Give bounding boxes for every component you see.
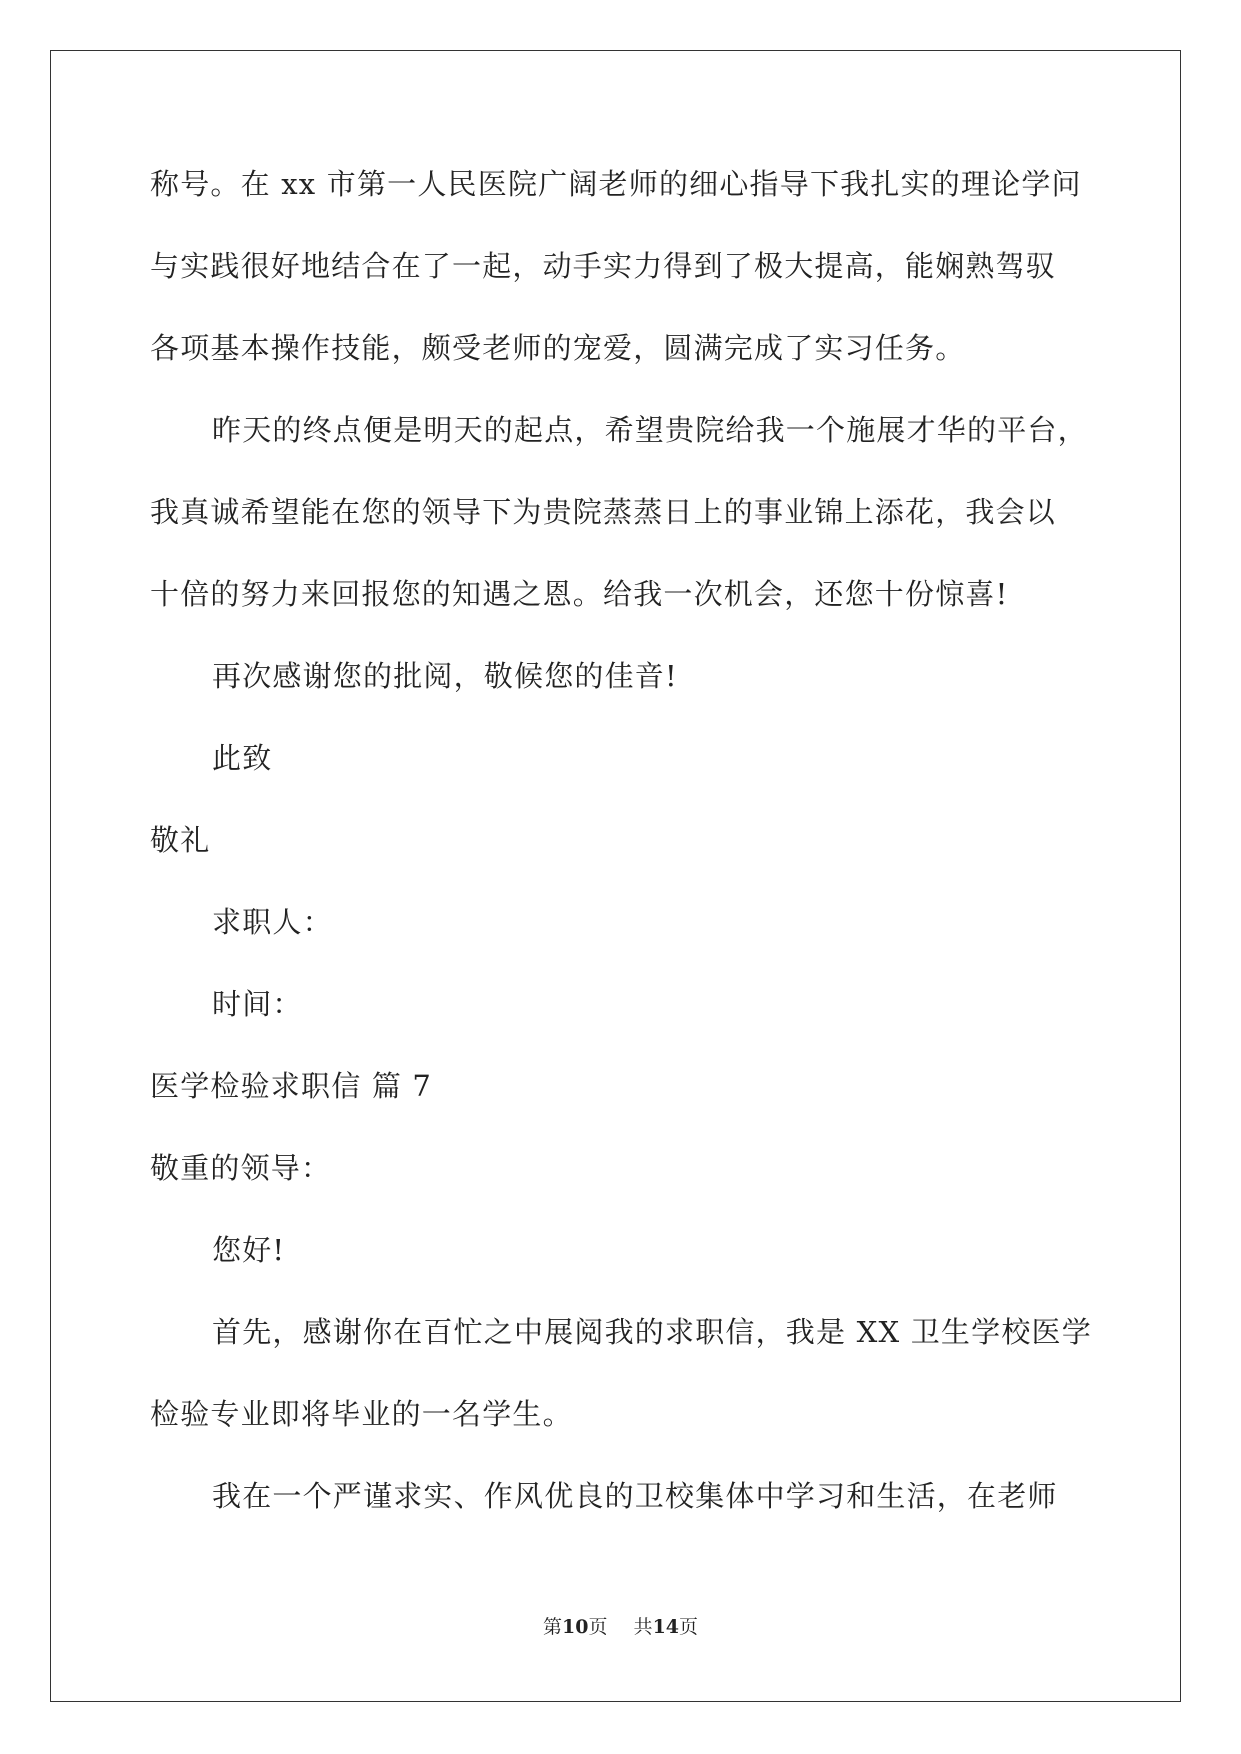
text-line: 十倍的努力来回报您的知遇之恩。给我一次机会，还您十份惊喜!: [150, 577, 1009, 611]
text-line: 您好!: [212, 1233, 286, 1267]
text-line: 昨天的终点便是明天的起点，希望贵院给我一个施展才华的平台，: [212, 413, 1088, 447]
salutation: 敬礼: [150, 823, 211, 857]
text-line: 再次感谢您的批阅，敬候您的佳音!: [212, 659, 678, 693]
page-prefix: 第: [542, 1616, 562, 1638]
total-suffix: 页: [679, 1616, 699, 1638]
document-body: [150, 164, 1110, 1558]
section-title: 医学检验求职信 篇 7: [150, 1069, 433, 1103]
text-line: 首先，感谢你在百忙之中展阅我的求职信，我是 XX 卫生学校医学: [212, 1315, 1092, 1349]
total-pages: 14: [652, 1616, 680, 1638]
total-prefix: 共: [633, 1616, 653, 1638]
text-line: 我在一个严谨求实、作风优良的卫校集体中学习和生活，在老师: [212, 1479, 1058, 1513]
page-suffix: 页: [588, 1616, 608, 1638]
letter-greeting: 敬重的领导：: [150, 1151, 332, 1185]
page-number: 10: [561, 1616, 589, 1638]
page-footer: [0, 1612, 1241, 1639]
applicant-label: 求职人：: [212, 905, 333, 939]
text-line: 我真诚希望能在您的领导下为贵院蒸蒸日上的事业锦上添花，我会以: [150, 495, 1057, 529]
text-line: 检验专业即将毕业的一名学生。: [150, 1397, 573, 1431]
text-line: 称号。在 xx 市第一人民医院广阔老师的细心指导下我扎实的理论学问: [150, 167, 1082, 201]
text-line: 各项基本操作技能，颇受老师的宠爱，圆满完成了实习任务。: [150, 331, 966, 365]
text-line: 与实践很好地结合在了一起，动手实力得到了极大提高，能娴熟驾驭: [150, 249, 1057, 283]
closing-phrase: 此致: [212, 741, 273, 775]
date-label: 时间：: [212, 987, 303, 1021]
